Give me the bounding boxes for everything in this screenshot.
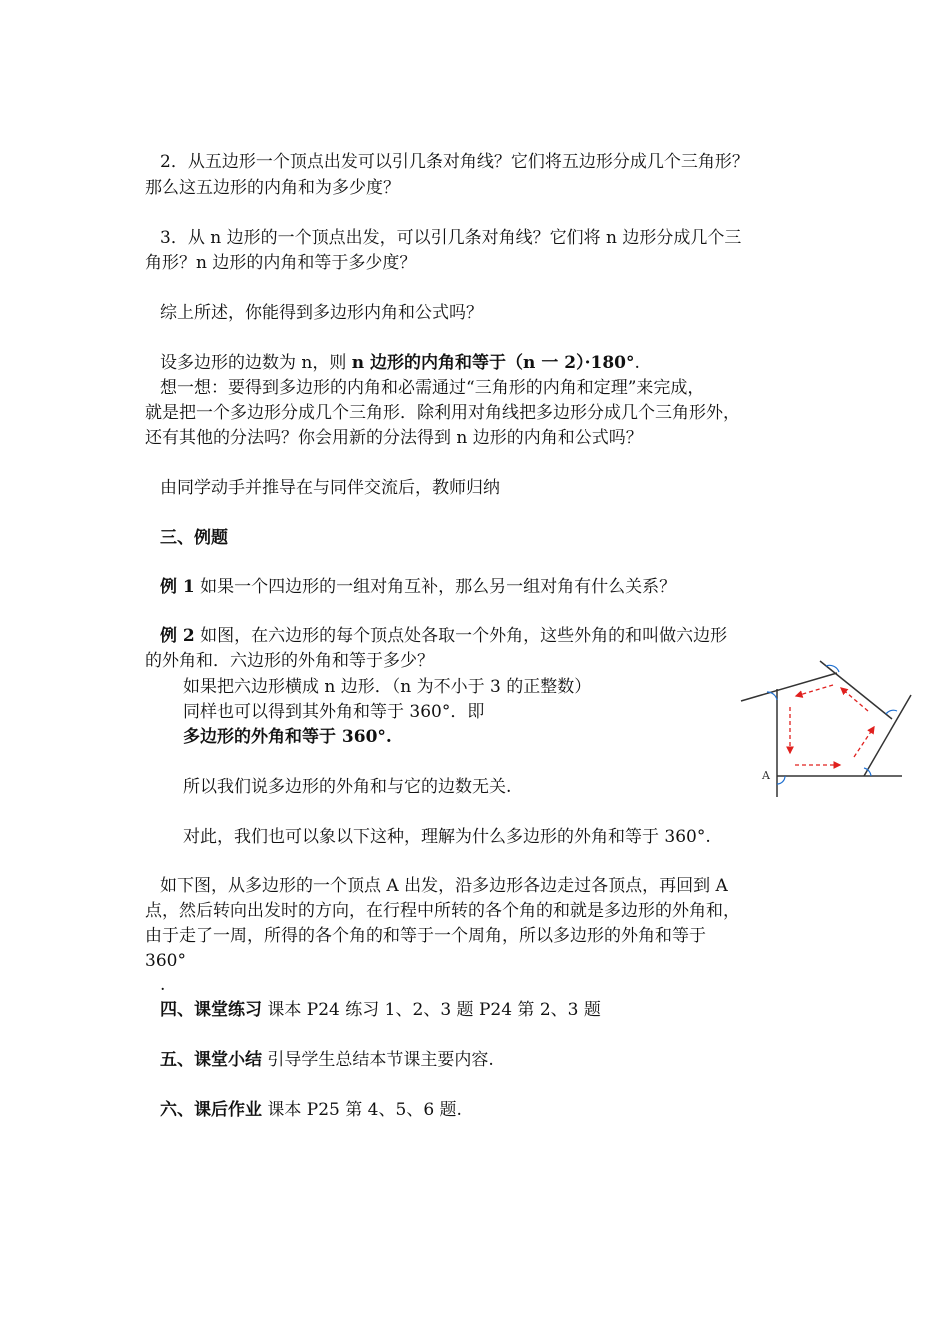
side-right <box>864 695 911 776</box>
example-2-sub-1: 如果把六边形横成 n 边形．（n 为不小于 3 的正整数） <box>183 677 592 697</box>
exterior-angle-figure <box>740 655 915 803</box>
example-1-text: 如果一个四边形的一组对角互补，那么另一组对角有什么关系？ <box>194 577 677 597</box>
example-2-label: 例 2 <box>160 626 195 646</box>
explain-line-3: 由于走了一周，所得的各个角的和等于一个周角，所以多边形的外角和等于 <box>145 926 706 946</box>
direction-arrows <box>790 685 874 765</box>
angle-arc-bottom-left <box>777 776 785 784</box>
example-2-sub-5: 对此，我们也可以象以下这种，理解为什么多边形的外角和等于 360°. <box>183 827 711 847</box>
think-line-1: 想一想：要得到多边形的内角和必需通过“三角形的内角和定理”来完成， <box>160 378 705 398</box>
formula-line <box>160 351 640 375</box>
angle-arcs <box>767 665 897 784</box>
section-3-heading: 三、例题 <box>160 528 228 548</box>
arrow-top-left <box>796 685 833 696</box>
section-5-text: 引导学生总结本节课主要内容. <box>262 1050 494 1070</box>
angle-arc-right <box>886 710 897 714</box>
side-top-left <box>741 673 837 701</box>
example-2-line-2: 的外角和．六边形的外角和等于多少？ <box>145 651 434 671</box>
teacher-summary: 由同学动手并推导在与同伴交流后，教师归纳 <box>160 478 500 498</box>
example-2-conclusion: 多边形的外角和等于 360°. <box>183 727 392 747</box>
section-5 <box>160 1048 494 1072</box>
question-3-line-1: 3．从 n 边形的一个顶点出发，可以引几条对角线？它们将 n 边形分成几个三 <box>160 228 742 248</box>
example-1-label: 例 1 <box>160 577 195 597</box>
example-1 <box>160 575 676 599</box>
arrow-right <box>854 727 874 757</box>
formula-bold: n 边形的内角和等于（n 一 2）·180° <box>351 353 635 373</box>
section-4 <box>160 998 601 1022</box>
question-2-line-1: 2．从五边形一个顶点出发可以引几条对角线？它们将五边形分成几个三角形？ <box>160 152 749 172</box>
explain-line-2: 点，然后转向出发时的方向，在行程中所转的各个角的和就是多边形的外角和， <box>145 901 740 921</box>
vertex-label-a: A <box>762 769 770 782</box>
section-6-title: 六、课后作业 <box>160 1100 262 1120</box>
section-6-text: 课本 P25 第 4、5、6 题. <box>262 1100 462 1120</box>
formula-prefix: 设多边形的边数为 n，则 <box>160 353 352 373</box>
explain-line-1: 如下图，从多边形的一个顶点 A 出发，沿多边形各边走过各顶点，再回到 A <box>160 876 728 896</box>
example-2-text: 如图，在六边形的每个顶点处各取一个外角，这些外角的和叫做六边形 <box>194 626 728 646</box>
example-2-sub-2: 同样也可以得到其外角和等于 360°．即 <box>183 702 485 722</box>
section-4-text: 课本 P24 练习 1、2、3 题 P24 第 2、3 题 <box>262 1000 601 1020</box>
summary-question: 综上所述，你能得到多边形内角和公式吗？ <box>160 303 483 323</box>
arrow-top-right <box>841 688 868 711</box>
think-line-2: 就是把一个多边形分成几个三角形．除利用对角线把多边形分成几个三角形外， <box>145 403 740 423</box>
example-2-line-1 <box>160 624 727 648</box>
side-top-right <box>820 661 892 719</box>
example-2-sub-4: 所以我们说多边形的外角和与它的边数无关. <box>183 777 512 797</box>
formula-suffix: . <box>634 353 640 373</box>
section-6 <box>160 1098 462 1122</box>
section-5-title: 五、课堂小结 <box>160 1050 262 1070</box>
question-2-line-2: 那么这五边形的内角和为多少度？ <box>145 178 400 198</box>
explain-dot: . <box>160 975 166 995</box>
question-3-line-2: 角形？n 边形的内角和等于多少度？ <box>145 253 417 273</box>
section-4-title: 四、课堂练习 <box>160 1000 262 1020</box>
think-line-3: 还有其他的分法吗？你会用新的分法得到 n 边形的内角和公式吗？ <box>145 428 643 448</box>
explain-line-4: 360° <box>145 951 186 971</box>
